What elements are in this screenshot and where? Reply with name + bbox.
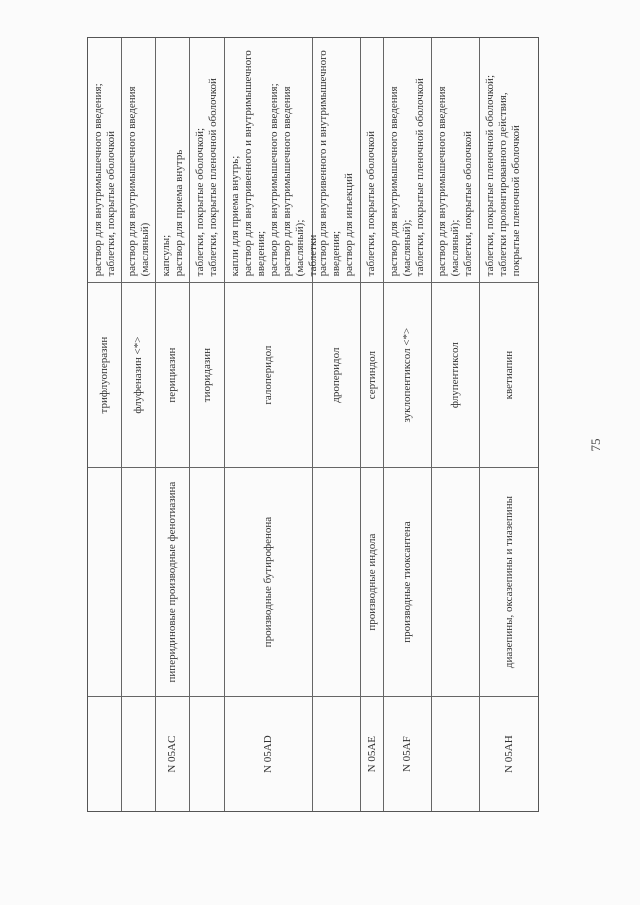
forms-cell: раствор для внутримышечного введения (масляный); таблетки, покрытые пленочной оболочкой	[388, 78, 427, 277]
table-row	[313, 38, 361, 811]
drug-cell: тиоридазин	[190, 282, 224, 467]
table-row	[225, 38, 319, 811]
table-row	[480, 38, 538, 811]
forms-cell: раствор для внутривенного и внутримышечного введения; раствор для инъекций	[317, 50, 355, 277]
forms-cell: таблетки, покрытые оболочкой; таблетки, покрытые пленочной оболочкой	[194, 78, 219, 277]
group-cell: производные тиоксантена	[384, 467, 431, 696]
page-number: 75	[588, 438, 603, 452]
group-cell: производные индола	[361, 467, 383, 696]
drug-table	[87, 37, 539, 812]
drug-cell: флуфеназин <*>	[122, 282, 155, 467]
drug-cell: галоперидол	[225, 282, 312, 467]
table-row	[88, 38, 122, 811]
drug-cell: сертиндол	[361, 282, 383, 467]
forms-cell: раствор для внутримышечного введения (масляный)	[126, 86, 151, 277]
drug-cell: перициазин	[156, 282, 189, 467]
atc-code-cell: N 05AH	[480, 696, 538, 811]
group-cell	[432, 467, 479, 696]
atc-code-cell	[432, 696, 479, 811]
atc-code-cell: N 05AE	[361, 696, 383, 811]
drug-cell: зуклопентиксол <*>	[384, 282, 431, 467]
table-row	[122, 38, 156, 811]
drug-cell: дроперидол	[313, 282, 360, 467]
rotated-table-wrapper	[87, 37, 539, 812]
group-cell	[190, 467, 224, 696]
atc-code-cell	[190, 696, 224, 811]
drug-cell: кветиапин	[480, 282, 538, 467]
table-row	[156, 38, 190, 811]
table-row	[432, 38, 480, 811]
table-row	[384, 38, 432, 811]
drug-cell: трифлуоперазин	[88, 282, 121, 467]
group-cell: диазепины, оксазепины и тиазепины	[480, 467, 538, 696]
drug-cell: флупентиксол	[432, 282, 479, 467]
forms-cell: таблетки, покрытые пленочной оболочкой; таблетки пролонгированного действия, покрытые пленочной оболочкой	[484, 75, 523, 277]
atc-code-cell	[88, 696, 121, 811]
group-cell: пиперидиновые производные фенотиазина	[156, 467, 189, 696]
atc-code-cell: N 05AF	[384, 696, 431, 811]
table-row	[190, 38, 225, 811]
group-cell: производные бутирофенона	[225, 467, 312, 696]
atc-code-cell	[122, 696, 155, 811]
forms-cell: раствор для внутримышечного введения (масляный); таблетки, покрытые оболочкой	[436, 86, 475, 277]
forms-cell: таблетки, покрытые оболочкой	[365, 130, 377, 277]
group-cell	[313, 467, 360, 696]
table-row	[361, 38, 384, 811]
forms-cell: капли для приема внутрь; раствор для внутривенного и внутримышечного введения; раствор для внутримышечного введения; раствор для внутримышечного введения (масляный); таблетки	[229, 50, 319, 277]
forms-cell: капсулы; раствор для приема внутрь	[160, 149, 185, 277]
forms-cell: раствор для внутримышечного введения; таблетки, покрытые оболочкой	[92, 83, 117, 277]
atc-code-cell: N 05AC	[156, 696, 189, 811]
atc-code-cell	[313, 696, 360, 811]
group-cell	[88, 467, 121, 696]
atc-code-cell: N 05AD	[225, 696, 312, 811]
group-cell	[122, 467, 155, 696]
